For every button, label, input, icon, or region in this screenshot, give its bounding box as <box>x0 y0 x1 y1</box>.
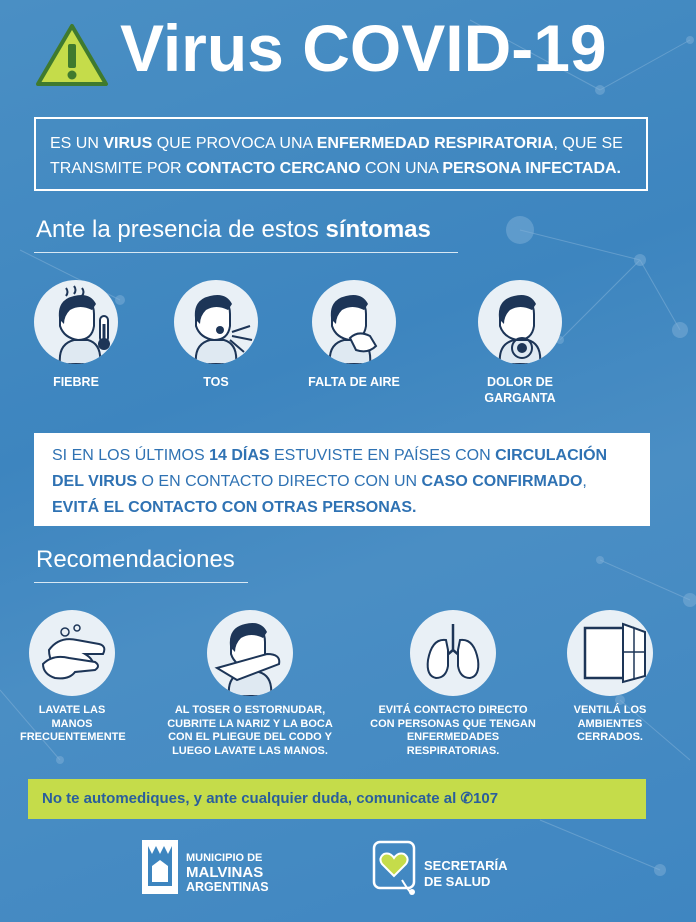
intro-box <box>34 117 648 191</box>
intro-bold: CONTACTO CERCANO <box>186 160 361 177</box>
alert-bold: EVITÁ EL CONTACTO CON OTRAS PERSONAS. <box>52 499 417 516</box>
intro-text: CON UNA <box>360 160 443 177</box>
municipio-line1: MUNICIPIO DE <box>186 852 263 864</box>
alert-text: , <box>582 473 587 490</box>
page-title: Virus COVID-19 <box>120 11 607 85</box>
symptom-label: TOS <box>203 375 229 389</box>
lungs-icon <box>410 610 496 696</box>
alert-text: SI EN LOS ÚLTIMOS <box>52 447 210 464</box>
divider <box>34 252 458 253</box>
shortness-of-breath-icon <box>312 280 396 364</box>
symptom-cough <box>166 280 266 390</box>
warning-icon <box>34 22 110 88</box>
symptom-label: FALTA DE AIRE <box>308 375 400 389</box>
recommendation-label: AL TOSER O ESTORNUDAR, CUBRITE LA NARIZ Y LA BOCA CON EL PLIEGUE DEL CODO Y LUEGO LAVATE LAS MANOS. <box>167 704 333 757</box>
alert-bold: 14 DÍAS <box>209 447 270 464</box>
hand-washing-icon <box>29 610 115 696</box>
recommendation-label: LAVATE LAS MANOS FRECUENTEMENTE <box>20 704 126 743</box>
intro-bold: PERSONA INFECTADA. <box>442 160 621 177</box>
symptom-label: FIEBRE <box>53 375 99 389</box>
symptom-fever <box>26 280 126 390</box>
sore-throat-icon <box>478 280 562 364</box>
alert-bold: CASO CONFIRMADO <box>421 473 583 490</box>
symptoms-heading-text: Ante la presencia de estos <box>36 216 326 243</box>
open-window-icon <box>567 610 653 696</box>
intro-text: ES UN <box>50 135 104 152</box>
municipio-line3: ARGENTINAS <box>186 880 269 894</box>
symptom-label: DOLOR DE GARGANTA <box>484 375 556 405</box>
secretaria-line2: DE SALUD <box>424 874 491 889</box>
intro-text: , QUE SE TRANSMITE POR <box>50 135 623 177</box>
banner-text: No te automediques, y ante cualquier duda, <box>42 790 357 807</box>
symptom-sore-throat <box>470 280 570 406</box>
phone-number: 107 <box>473 790 499 807</box>
cough-icon <box>174 280 258 364</box>
secretaria-logo <box>372 840 552 900</box>
recommendation-cough-elbow <box>164 610 336 758</box>
divider <box>34 582 248 583</box>
recommendation-label: VENTILÁ LOS AMBIENTES CERRADOS. <box>573 704 647 743</box>
alert-box <box>34 433 650 526</box>
alert-text: O EN CONTACTO DIRECTO CON UN <box>137 473 422 490</box>
symptoms-heading-bold: síntomas <box>325 216 431 243</box>
phone-icon: ✆ <box>460 790 474 807</box>
recommendation-label: EVITÁ CONTACTO DIRECTO CON PERSONAS QUE TENGAN ENFERMEDADES RESPIRATORIAS. <box>370 704 536 757</box>
intro-bold: VIRUS <box>103 135 153 152</box>
municipio-logo <box>140 836 320 900</box>
secretaria-line1: SECRETARÍA <box>424 858 508 873</box>
health-emblem-icon <box>372 840 416 896</box>
recommendation-avoid-contact <box>370 610 536 758</box>
symptom-shortness-of-breath <box>304 280 404 390</box>
intro-text: QUE PROVOCA UNA <box>152 135 317 152</box>
recommendation-hand-washing <box>20 610 124 745</box>
fever-icon <box>34 280 118 364</box>
intro-bold: ENFERMEDAD RESPIRATORIA <box>316 135 554 152</box>
recommendations-heading: Recomendaciones <box>36 546 235 573</box>
alert-text: ESTUVISTE EN PAÍSES CON <box>269 447 496 464</box>
symptoms-heading <box>36 216 431 244</box>
cough-elbow-icon <box>207 610 293 696</box>
helpline-banner <box>28 779 646 819</box>
banner-bold: comunicate al <box>356 790 457 807</box>
header <box>34 11 654 98</box>
recommendation-ventilate <box>562 610 658 745</box>
alert-bold: CIRCULACIÓN DEL VIRUS <box>52 447 608 490</box>
municipio-line2: MALVINAS <box>186 864 264 881</box>
municipio-emblem-icon <box>140 836 180 896</box>
